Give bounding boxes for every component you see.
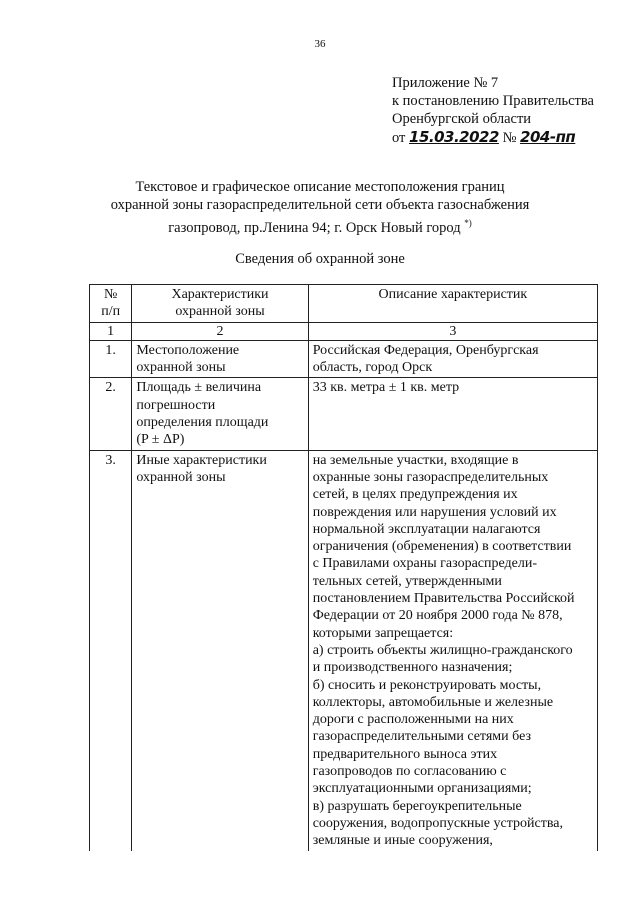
zone-info-table <box>89 284 598 851</box>
description-line: ограничения (обременения) в соответствии <box>312 539 572 555</box>
appendix-line-3: Оренбургской области <box>392 111 532 127</box>
header-description-text: Описание характеристик <box>378 287 528 302</box>
description-line: сетей, в целях предупреждения их <box>312 487 518 503</box>
section-title: Сведения об охранной зоне <box>235 251 405 267</box>
description-line: сооружения, водопропускные устройства, <box>312 815 563 831</box>
appendix-date-line <box>392 128 632 147</box>
handwritten-date: 15.03.2022 <box>409 128 499 146</box>
description-line: нормальной эксплуатации налагаются <box>312 521 541 537</box>
document-title <box>90 178 550 237</box>
table-header-row <box>90 285 598 323</box>
header-characteristic-text: Характеристики охранной зоны <box>171 287 269 320</box>
description-line: которыми запрещается: <box>312 625 454 641</box>
description-line: предварительного выноса этих <box>312 746 498 762</box>
title-line-3-text: газопровод, пр.Ленина 94; г. Орск Новый город <box>168 219 461 236</box>
header-characteristic <box>132 285 308 323</box>
row-description <box>308 340 597 378</box>
title-line-2: охранной зоны газораспределительной сети объекта газоснабжения <box>110 197 530 213</box>
row-description-text: 33 кв. метра ± 1 кв. метр <box>312 380 460 396</box>
number-prefix: № <box>502 130 517 146</box>
row-description <box>308 378 597 450</box>
footnote-mark: *) <box>464 218 472 228</box>
description-line: эксплуатационными организациями; <box>312 781 532 797</box>
description-line: газопроводов по согласованию с <box>312 764 507 780</box>
description-line: газораспределительными сетями без <box>312 729 532 745</box>
table-row <box>90 450 598 850</box>
appendix-line-2: к постановлению Правительства <box>392 93 594 109</box>
row-num: 2. <box>90 378 132 450</box>
header-description <box>308 285 597 323</box>
row-characteristic-text: Местоположение охранной зоны <box>136 342 240 376</box>
row-description-text: Российская Федерация, Оренбургская область, город Орск <box>312 342 539 376</box>
title-line-3 <box>90 214 550 237</box>
appendix-block <box>392 74 632 147</box>
description-line: земляные и иные сооружения, <box>312 833 493 849</box>
column-number-1: 1 <box>90 322 132 340</box>
description-line: б) сносить и реконструировать мосты, <box>312 677 542 693</box>
description-line: дороги с расположенными на них <box>312 712 514 728</box>
row-characteristic <box>132 450 308 850</box>
row-characteristic-text: Иные характеристики охранной зоны <box>136 452 267 485</box>
table-row <box>90 378 598 450</box>
handwritten-number: 204-пп <box>520 128 576 146</box>
row-description <box>308 450 597 850</box>
description-line: с Правилами охраны газораспредели- <box>312 556 537 572</box>
appendix-line-1: Приложение № 7 <box>392 75 499 91</box>
column-number-row <box>90 322 598 340</box>
row-characteristic <box>132 340 308 378</box>
description-line: на земельные участки, входящие в <box>312 452 519 468</box>
page-number: 36 <box>314 38 326 50</box>
description-line: в) разрушать берегоукрепительные <box>312 798 522 814</box>
column-number-3: 3 <box>308 322 597 340</box>
description-line: тельных сетей, утвержденными <box>312 573 502 589</box>
description-line: и производственного назначения; <box>312 660 513 676</box>
description-line: охранные зоны газораспределительных <box>312 469 549 485</box>
header-num-text: № п/п <box>101 287 121 320</box>
date-prefix: от <box>392 130 406 146</box>
row-characteristic-text: Площадь ± величина погрешности определения площади (P ± ΔP) <box>136 380 269 448</box>
description-line: Федерации от 20 ноября 2000 года № 878, <box>312 608 563 624</box>
header-num <box>90 285 132 323</box>
table-row <box>90 340 598 378</box>
description-line: коллекторы, автомобильные и железные <box>312 694 554 710</box>
row-num: 1. <box>90 340 132 378</box>
description-line: повреждения или нарушения условий их <box>312 504 557 520</box>
column-number-2: 2 <box>132 322 308 340</box>
row-characteristic <box>132 378 308 450</box>
description-line: постановлением Правительства Российской <box>312 591 575 607</box>
title-line-1: Текстовое и графическое описание местоположения границ <box>135 179 505 195</box>
description-line: а) строить объекты жилищно-гражданского <box>312 642 573 658</box>
row-num: 3. <box>90 450 132 850</box>
